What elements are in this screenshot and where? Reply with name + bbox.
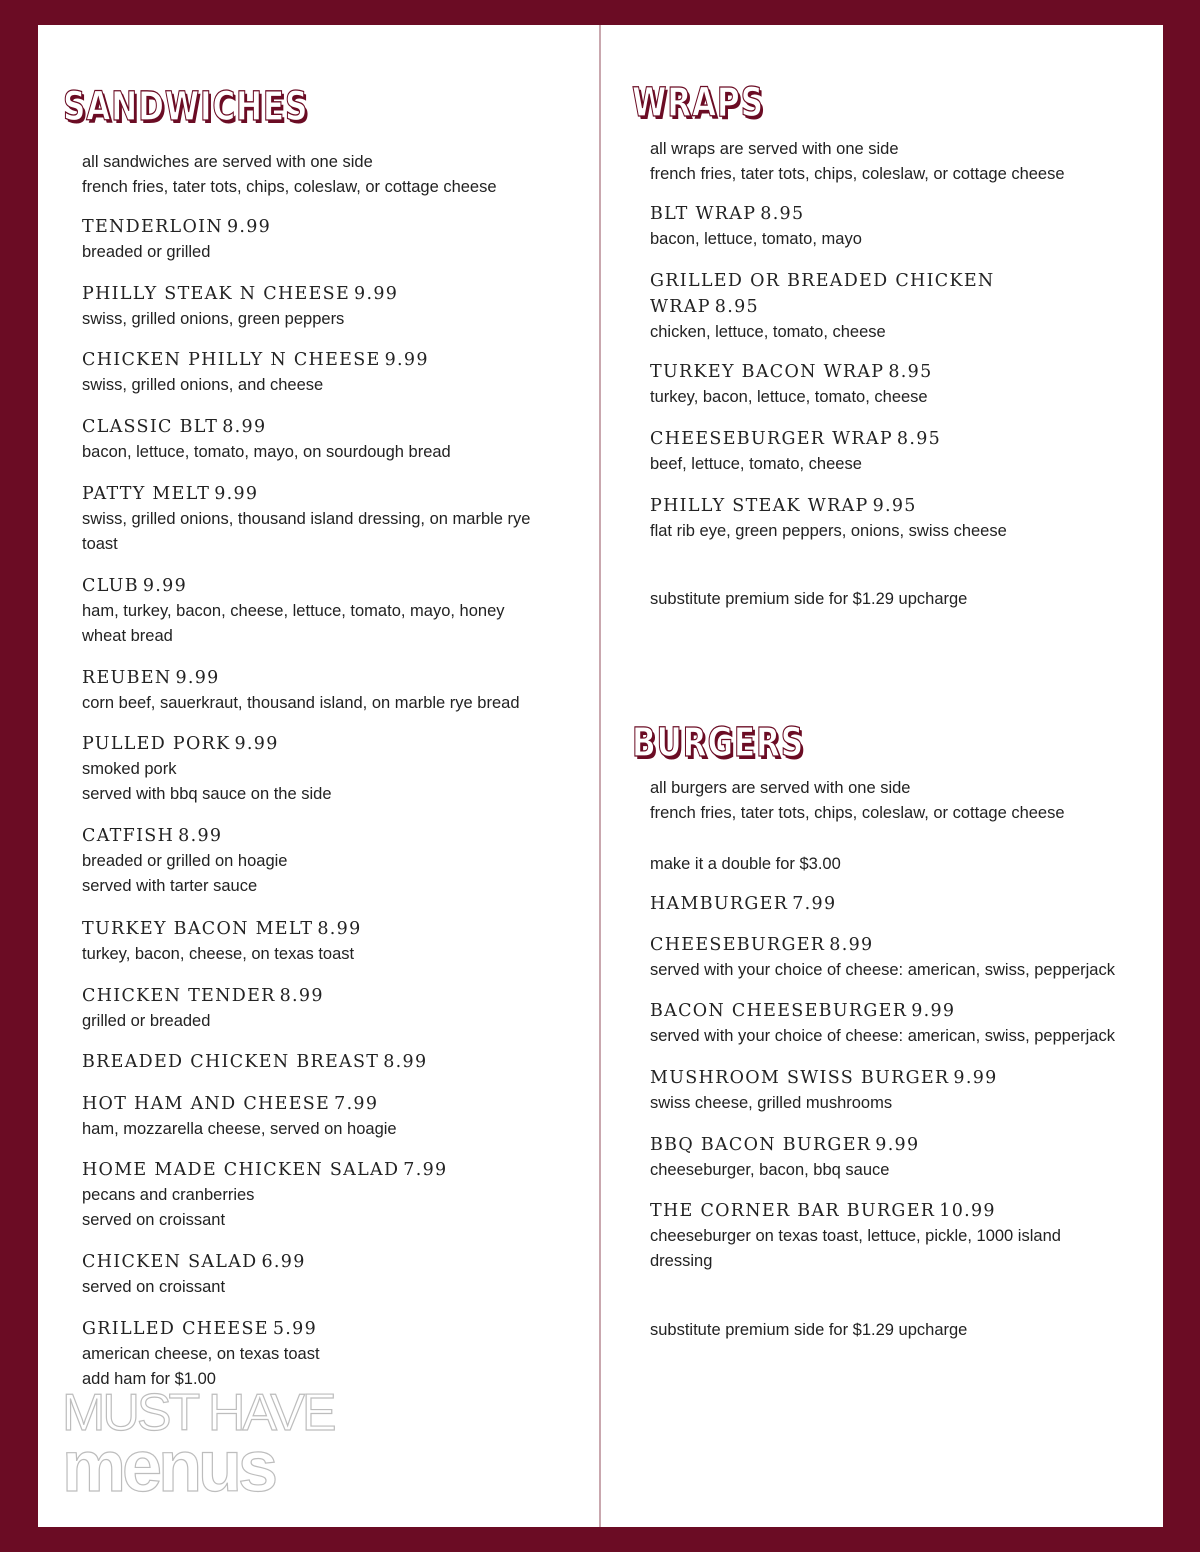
item-name: PHILLY STEAK N CHEESE — [82, 284, 351, 304]
item-name: BBQ BACON BURGER — [650, 1135, 872, 1155]
item-price: 8.99 — [279, 986, 324, 1006]
item-price: 8.95 — [760, 204, 805, 224]
menu-item-chicken-salad — [82, 1249, 562, 1300]
item-price: 9.99 — [175, 668, 220, 688]
item-name: PHILLY STEAK WRAP — [650, 496, 869, 516]
item-name: THE CORNER BAR BURGER — [650, 1201, 936, 1221]
watermark-line2: menus — [62, 1427, 275, 1507]
item-description: breaded or grilled — [82, 243, 211, 261]
item-name: CHICKEN SALAD — [82, 1252, 258, 1272]
item-description: smoked pork — [82, 760, 177, 778]
menu-item-grilled-cheese — [82, 1316, 562, 1392]
item-name: MUSHROOM SWISS BURGER — [650, 1068, 950, 1088]
item-description: cheeseburger on texas toast, lettuce, pickle, 1000 island dressing — [650, 1227, 1061, 1270]
item-price: 9.99 — [226, 217, 272, 237]
wraps-upcharge-note: substitute premium side for $1.29 upcharge — [650, 590, 968, 608]
menu-item-pulled-pork — [82, 731, 562, 807]
item-price: 7.99 — [334, 1094, 379, 1114]
item-name: PATTY MELT — [82, 484, 211, 504]
item-price: 5.99 — [272, 1319, 318, 1339]
wraps-note-line1: all wraps are served with one side — [650, 140, 899, 158]
item-name: HOT HAM AND CHEESE — [82, 1094, 331, 1114]
item-description: served on croissant — [82, 1278, 226, 1296]
item-price: 9.99 — [142, 576, 188, 596]
menu-item-catfish — [82, 823, 562, 899]
item-name: CHEESEBURGER WRAP — [650, 429, 893, 449]
item-description: chicken, lettuce, tomato, cheese — [650, 323, 886, 341]
item-name: TENDERLOIN — [82, 217, 223, 237]
sandwiches-note-line2: french fries, tater tots, chips, coleslaw, or cottage cheese — [82, 178, 497, 196]
item-name: CLASSIC BLT — [82, 417, 219, 437]
item-price: 10.99 — [939, 1201, 996, 1221]
item-description: turkey, bacon, cheese, on texas toast — [82, 945, 355, 963]
menu-item-mushroom-swiss-burger — [650, 1065, 1130, 1116]
item-price: 7.99 — [403, 1160, 448, 1180]
item-name: BLT WRAP — [650, 204, 757, 224]
menu-item-tenderloin — [82, 214, 562, 265]
item-price: 9.99 — [214, 484, 259, 504]
menu-item-philly-steak-wrap — [650, 493, 1130, 544]
menu-item-cheeseburger — [650, 932, 1150, 983]
item-price: 8.95 — [896, 429, 942, 449]
item-description: ham, mozzarella cheese, served on hoagie — [82, 1120, 397, 1138]
burgers-note-line2: french fries, tater tots, chips, coleslaw, or cottage cheese — [650, 804, 1065, 822]
item-name: CATFISH — [82, 826, 175, 846]
item-description: bacon, lettuce, tomato, mayo, on sourdough bread — [82, 443, 451, 461]
item-description: swiss cheese, grilled mushrooms — [650, 1094, 893, 1112]
item-description: turkey, bacon, lettuce, tomato, cheese — [650, 388, 928, 406]
must-have-menus-watermark — [62, 1384, 334, 1507]
item-description: swiss, grilled onions, and cheese — [82, 376, 324, 394]
item-price: 9.95 — [872, 496, 917, 516]
burgers-note-line1: all burgers are served with one side — [650, 779, 911, 797]
menu-page — [38, 25, 1163, 1527]
menu-item-turkey-bacon-wrap — [650, 359, 1130, 410]
menu-item-the-corner-bar-burger — [650, 1198, 1105, 1274]
item-price: 9.99 — [234, 734, 279, 754]
item-price: 8.99 — [178, 826, 223, 846]
menu-item-classic-blt — [82, 414, 562, 465]
menu-item-grilled-or-breaded-chicken-wrap — [650, 268, 1050, 345]
item-description: add ham for $1.00 — [82, 1370, 216, 1388]
item-description: beef, lettuce, tomato, cheese — [650, 455, 862, 473]
item-description: flat rib eye, green peppers, onions, swiss cheese — [650, 522, 1007, 540]
item-price: 8.99 — [317, 919, 362, 939]
menu-item-breaded-chicken-breast — [82, 1049, 562, 1075]
sandwiches-side-note — [82, 150, 552, 200]
item-description: swiss, grilled onions, green peppers — [82, 310, 345, 328]
menu-item-home-made-chicken-salad — [82, 1157, 562, 1233]
item-description: served with your choice of cheese: american, swiss, pepperjack — [650, 1027, 1115, 1045]
item-name: CHICKEN TENDER — [82, 986, 276, 1006]
menu-item-cheeseburger-wrap — [650, 426, 1130, 477]
item-price: 9.99 — [384, 350, 429, 370]
menu-item-patty-melt — [82, 481, 552, 557]
item-name: REUBEN — [82, 668, 172, 688]
menu-item-chicken-tender — [82, 983, 562, 1034]
item-description: served with bbq sauce on the side — [82, 785, 332, 803]
item-description: grilled or breaded — [82, 1012, 211, 1030]
item-name: GRILLED OR BREADED CHICKEN WRAP — [650, 271, 995, 317]
burgers-side-note — [650, 776, 1120, 826]
wraps-note-line2: french fries, tater tots, chips, coleslaw, or cottage cheese — [650, 165, 1065, 183]
column-divider — [599, 25, 601, 1527]
item-price: 9.99 — [911, 1001, 956, 1021]
item-description: served on croissant — [82, 1211, 226, 1229]
item-name: BACON CHEESEBURGER — [650, 1001, 908, 1021]
watermark-line1: MUST HAVE — [62, 1384, 334, 1442]
item-price: 8.99 — [222, 417, 267, 437]
sandwiches-note-line1: all sandwiches are served with one side — [82, 153, 373, 171]
item-price: 8.95 — [888, 362, 933, 382]
item-description: breaded or grilled on hoagie — [82, 852, 288, 870]
item-name: TURKEY BACON MELT — [82, 919, 314, 939]
menu-item-reuben — [82, 665, 562, 716]
item-name: CHEESEBURGER — [650, 935, 826, 955]
wraps-side-note — [650, 137, 1120, 187]
burgers-upcharge-note: substitute premium side for $1.29 upcharge — [650, 1321, 968, 1339]
menu-item-turkey-bacon-melt — [82, 916, 562, 967]
item-price: 8.99 — [383, 1052, 428, 1072]
item-name: HAMBURGER — [650, 894, 789, 914]
item-description: corn beef, sauerkraut, thousand island, on marble rye bread — [82, 694, 520, 712]
item-name: CHICKEN PHILLY N CHEESE — [82, 350, 381, 370]
sandwiches-heading: SANDWICHES — [63, 84, 309, 130]
menu-item-hot-ham-and-cheese — [82, 1091, 562, 1142]
item-name: CLUB — [82, 576, 139, 596]
burgers-double-note: make it a double for $3.00 — [650, 855, 841, 873]
item-name: PULLED PORK — [82, 734, 231, 754]
menu-item-bbq-bacon-burger — [650, 1132, 1130, 1183]
item-description: swiss, grilled onions, thousand island dressing, on marble rye toast — [82, 510, 531, 553]
item-description: ham, turkey, bacon, cheese, lettuce, tomato, mayo, honey wheat bread — [82, 602, 505, 645]
item-price: 6.99 — [261, 1252, 306, 1272]
item-price: 9.99 — [875, 1135, 920, 1155]
item-name: BREADED CHICKEN BREAST — [82, 1052, 380, 1072]
item-name: TURKEY BACON WRAP — [650, 362, 885, 382]
menu-item-hamburger — [650, 891, 1130, 917]
burgers-heading: BURGERS — [632, 720, 805, 766]
item-price: 9.99 — [354, 284, 399, 304]
wraps-heading: WRAPS — [632, 80, 764, 126]
item-price: 9.99 — [953, 1068, 998, 1088]
item-description: pecans and cranberries — [82, 1186, 255, 1204]
item-description: served with your choice of cheese: american, swiss, pepperjack — [650, 961, 1115, 979]
menu-item-philly-steak-n-cheese — [82, 281, 562, 332]
item-price: 8.99 — [829, 935, 874, 955]
menu-item-chicken-philly-n-cheese — [82, 347, 562, 398]
item-name: HOME MADE CHICKEN SALAD — [82, 1160, 400, 1180]
item-name: GRILLED CHEESE — [82, 1319, 269, 1339]
menu-item-bacon-cheeseburger — [650, 998, 1150, 1049]
item-price: 8.95 — [714, 297, 759, 317]
item-description: served with tarter sauce — [82, 877, 258, 895]
item-description: american cheese, on texas toast — [82, 1345, 320, 1363]
item-description: cheeseburger, bacon, bbq sauce — [650, 1161, 890, 1179]
menu-item-club — [82, 573, 537, 649]
menu-item-blt-wrap — [650, 201, 1130, 252]
item-price: 7.99 — [792, 894, 837, 914]
item-description: bacon, lettuce, tomato, mayo — [650, 230, 862, 248]
